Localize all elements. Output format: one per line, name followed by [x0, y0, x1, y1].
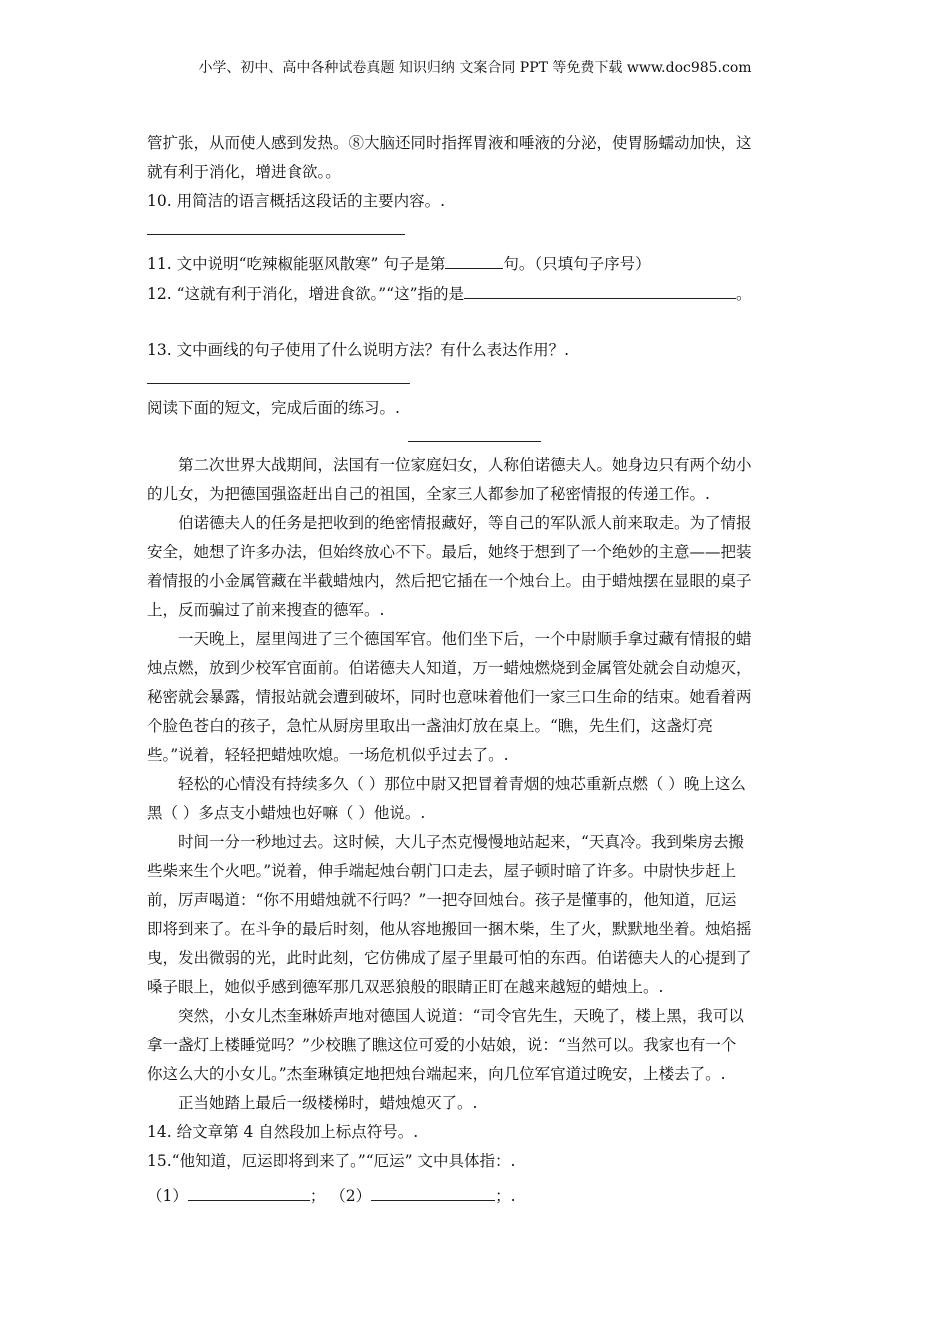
q12-blank[interactable] — [464, 282, 736, 299]
q15-label-2: ； （2） — [309, 1187, 372, 1205]
passage-line: 突然，小女儿杰奎琳娇声地对德国人说道：“司令官先生，天晚了，楼上黑，我可以 — [178, 1007, 744, 1025]
question-15: 15.“他知道，厄运即将到来了。”“厄运” 文中具体指：. — [147, 1152, 516, 1170]
question-12 — [147, 282, 752, 304]
passage-line: 黑（ ）多点支小蜡烛也好嘛（ ）他说。. — [147, 804, 426, 822]
q11-text: 11. 文中说明“吃辣椒能驱风散寒” 句子是第 — [147, 255, 446, 273]
passage-line: 烛点燃，放到少校军官面前。伯诺德夫人知道，万一蜡烛燃烧到金属管处就会自动熄灭， — [147, 659, 752, 677]
reading-instruction: 阅读下面的短文，完成后面的练习。. — [147, 399, 400, 417]
passage-line: 一天晚上，屋里闯进了三个德国军官。他们坐下后，一个中尉顺手拿过藏有情报的蜡 — [178, 630, 752, 648]
prev-text-line: 就有利于消化，增进食欲。。 — [147, 163, 341, 181]
answer-line-13[interactable] — [147, 383, 410, 384]
passage-line: 的儿女，为把德国强盗赶出自己的祖国，全家三人都参加了秘密情报的传递工作。. — [147, 485, 710, 503]
q15-label-1: （1） — [147, 1187, 188, 1205]
question-14: 14. 给文章第 4 自然段加上标点符号。. — [147, 1123, 419, 1141]
q15-blank-2[interactable] — [371, 1184, 495, 1201]
passage-line: 你这么大的小女儿。”杰奎琳镇定地把烛台端起来，向几位军官道过晚安，上楼去了。. — [147, 1065, 726, 1083]
question-15-answers — [147, 1184, 516, 1206]
passage-line: 个脸色苍白的孩子，急忙从厨房里取出一盏油灯放在桌上。“瞧，先生们，这盏灯亮 — [147, 717, 713, 735]
q15-blank-1[interactable] — [188, 1184, 310, 1201]
q11-text-end: 句。（只填句子序号） — [503, 255, 651, 273]
passage-line: 些柴来生个火吧。”说着，伸手端起烛台朝门口走去，屋子顿时暗了许多。中尉快步赶上 — [147, 862, 737, 880]
page-header: 小学、初中、高中各种试卷真题 知识归纳 文案合同 PPT 等免费下载 www.doc985.com — [198, 60, 752, 76]
passage-line: 正当她踏上最后一级楼梯时，蜡烛熄灭了。. — [178, 1094, 478, 1112]
passage-line: 时间一分一秒地过去。这时候，大儿子杰克慢慢地站起来，“天真冷。我到柴房去搬 — [178, 833, 744, 851]
question-10: 10. 用简洁的语言概括这段话的主要内容。. — [147, 192, 446, 210]
passage-line: 着情报的小金属管藏在半截蜡烛内，然后把它插在一个烛台上。由于蜡烛摆在显眼的桌子 — [147, 572, 752, 590]
passage-line: 曳，发出微弱的光，此时此刻，它仿佛成了屋子里最可怕的东西。伯诺德夫人的心提到了 — [147, 949, 752, 967]
passage-line: 安全，她想了许多办法，但始终放心不下。最后，她终于想到了一个绝妙的主意——把装 — [147, 543, 752, 561]
passage-line: 伯诺德夫人的任务是把收到的绝密情报藏好，等自己的军队派人前来取走。为了情报 — [178, 514, 752, 532]
passage-line: 些。”说着，轻轻把蜡烛吹熄。一场危机似乎过去了。. — [147, 746, 509, 764]
question-11 — [147, 252, 651, 274]
answer-line-10[interactable] — [147, 234, 405, 235]
passage-line: 第二次世界大战期间，法国有一位家庭妇女，人称伯诺德夫人。她身边只有两个幼小 — [178, 456, 752, 474]
passage-line: 轻松的心情没有持续多久（ ）那位中尉又把冒着青烟的烛芯重新点燃（ ）晚上这么 — [178, 775, 746, 793]
q11-blank[interactable] — [445, 252, 503, 269]
passage-line: 上，反而骗过了前来搜查的德军。. — [147, 601, 385, 619]
question-13: 13. 文中画线的句子使用了什么说明方法？有什么表达作用？. — [147, 341, 570, 359]
passage-line: 即将到来了。在斗争的最后时刻，他从容地搬回一捆木柴，生了火，默默地坐着。烛焰摇 — [147, 920, 752, 938]
q15-end: ；. — [495, 1187, 516, 1205]
passage-line: 嗓子眼上，她似乎感到德军那几双恶狼般的眼睛正盯在越来越短的蜡烛上。. — [147, 978, 664, 996]
q12-text: 12. “这就有利于消化，增进食欲。”“这”指的是 — [147, 285, 465, 303]
passage-line: 拿一盏灯上楼睡觉吗？”少校瞧了瞧这位可爱的小姑娘，说：“当然可以。我家也有一个 — [147, 1036, 737, 1054]
prev-text-line: 管扩张，从而使人感到发热。⑧大脑还同时指挥胃液和唾液的分泌，使胃肠蠕动加快，这 — [147, 134, 752, 152]
q12-text-end: 。 — [736, 285, 752, 303]
passage-line: 前，厉声喝道：“你不用蜡烛就不行吗？”一把夺回烛台。孩子是懂事的，他知道，厄运 — [147, 891, 737, 909]
passage-line: 秘密就会暴露，情报站就会遭到破坏，同时也意味着他们一家三口生命的结束。她看着两 — [147, 688, 752, 706]
title-blank-line[interactable] — [408, 441, 541, 442]
